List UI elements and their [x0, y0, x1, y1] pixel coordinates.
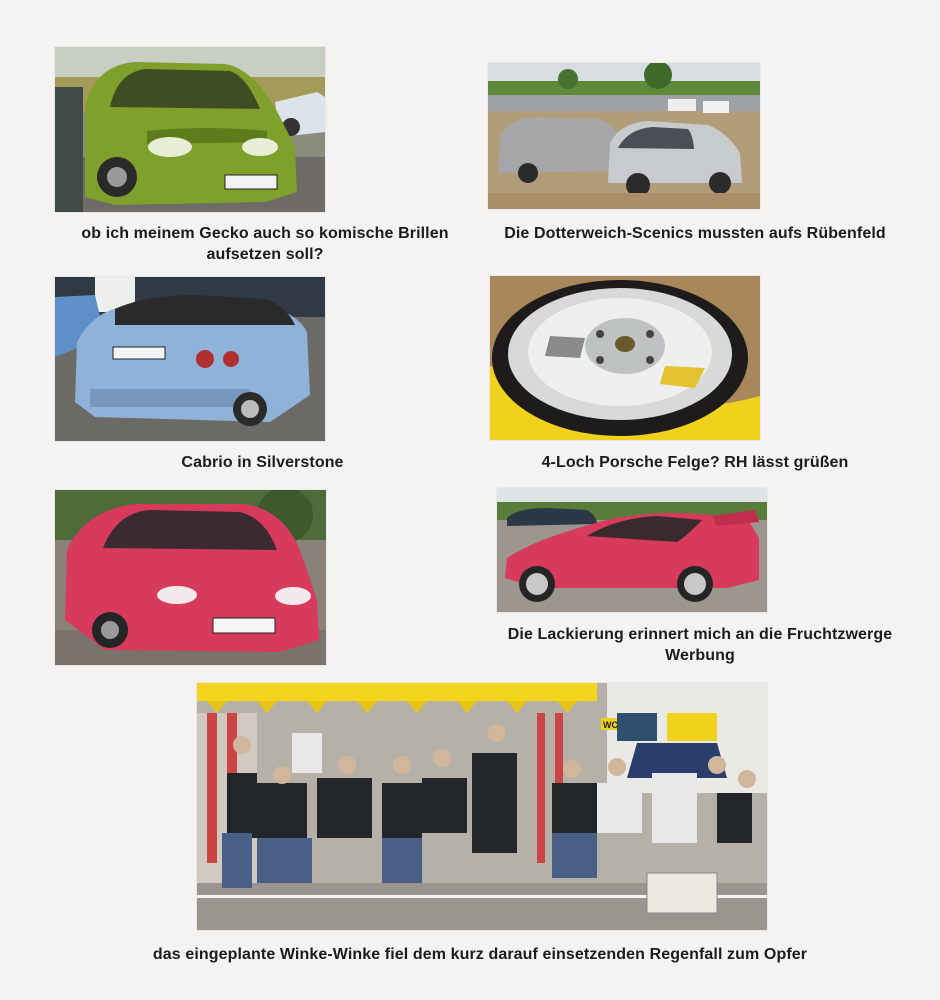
caption-group: das eingeplante Winke-Winke fiel dem kurz darauf einsetzenden Regenfall zum Opfer — [152, 946, 808, 963]
porsche-wheel-image — [490, 276, 760, 440]
photo-blue-cabrio — [55, 277, 325, 441]
blue-cabrio-image — [55, 277, 325, 441]
silver-scenics-image — [488, 63, 760, 209]
group-image — [197, 683, 767, 930]
caption-red-coupe: Die Lackierung erinnert mich an die Fruchtzwerge Werbung — [507, 626, 893, 664]
green-scenic-image — [55, 47, 325, 212]
caption-green-scenic: ob ich meinem Gecko auch so komische Brillen aufsetzen soll? — [81, 225, 449, 263]
caption-silver-scenics: Die Dotterweich-Scenics mussten aufs Rübenfeld — [504, 225, 886, 242]
red-front-image — [55, 490, 326, 665]
photo-group — [197, 683, 767, 930]
photo-silver-scenics — [488, 63, 760, 209]
wc-sign-text: WC — [603, 720, 618, 730]
photo-green-scenic — [55, 47, 325, 212]
caption-porsche-wheel: 4-Loch Porsche Felge? RH lässt grüßen — [541, 454, 849, 471]
red-coupe-image — [497, 488, 767, 612]
photo-red-coupe — [497, 488, 767, 612]
photo-red-front — [55, 490, 326, 665]
caption-blue-cabrio: Cabrio in Silverstone — [181, 454, 344, 471]
photo-porsche-wheel — [490, 276, 760, 440]
